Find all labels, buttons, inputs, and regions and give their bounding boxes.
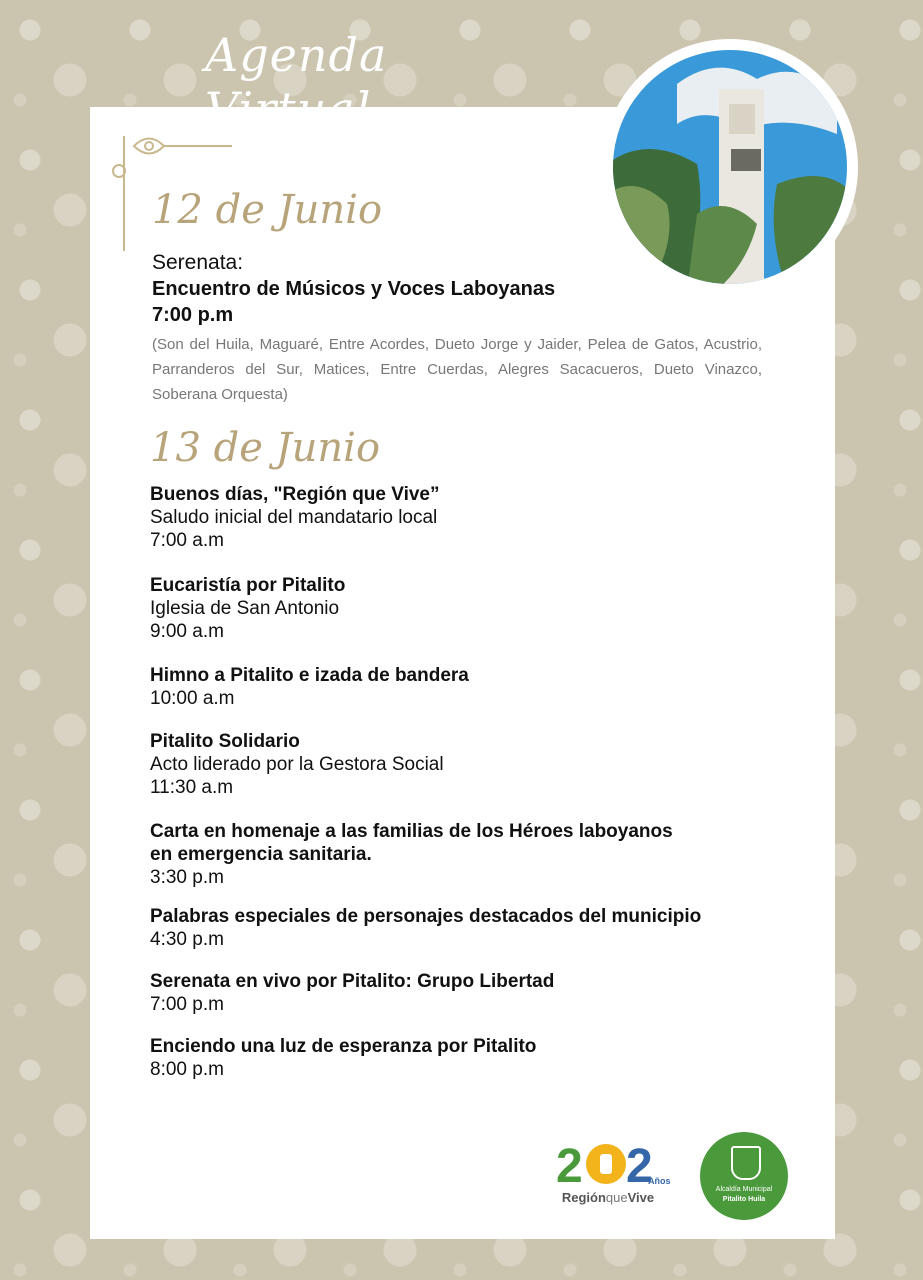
event-description: Iglesia de San Antonio xyxy=(150,598,340,619)
logo-vive: Vive xyxy=(627,1190,655,1205)
date-heading-june-13: 13 de Junio xyxy=(150,425,381,471)
event-time: 7:00 a.m xyxy=(150,530,224,551)
event-title-line2: en emergencia sanitaria. xyxy=(150,844,372,865)
serenata-event xyxy=(152,250,762,407)
event-item xyxy=(150,483,790,552)
event-title: Himno a Pitalito e izada de bandera xyxy=(150,665,469,686)
event-title: Carta en homenaje a las familias de los Héroes laboyanos xyxy=(150,821,673,842)
event-time: 7:00 p.m xyxy=(152,304,234,326)
event-time: 3:30 p.m xyxy=(150,867,224,888)
event-title: Encuentro de Músicos y Voces Laboyanas xyxy=(152,278,556,300)
event-time: 8:00 p.m xyxy=(150,1059,224,1080)
event-time: 10:00 a.m xyxy=(150,688,235,709)
event-time: 4:30 p.m xyxy=(150,929,224,950)
event-item xyxy=(150,664,790,710)
event-title: Buenos días, "Región que Vive” xyxy=(150,484,440,505)
event-time: 11:30 a.m xyxy=(150,777,234,798)
event-item xyxy=(150,1035,790,1081)
alcaldia-line1: Alcaldía Municipal xyxy=(715,1186,773,1193)
event-description: Saludo inicial del mandatario local xyxy=(150,507,438,528)
alcaldia-line2: Pitalito Huila xyxy=(722,1196,766,1203)
event-item xyxy=(150,970,790,1016)
logo-region: Región xyxy=(561,1190,606,1205)
event-item xyxy=(150,820,790,889)
alcaldia-logo xyxy=(700,1132,788,1220)
event-title: Serenata en vivo por Pitalito: Grupo Libertad xyxy=(150,971,555,992)
event-title: Eucaristía por Pitalito xyxy=(150,575,346,596)
event-item xyxy=(150,905,790,951)
event-time: 9:00 a.m xyxy=(150,621,224,642)
event-item xyxy=(150,574,790,643)
svg-text:2: 2 xyxy=(556,1140,583,1188)
years-label: Años xyxy=(648,1176,671,1186)
event-title: Pitalito Solidario xyxy=(150,731,300,752)
event-item xyxy=(150,730,790,799)
event-participants-note: (Son del Huila, Maguaré, Entre Acordes, Dueto Jorge y Jaider, Pelea de Gatos, Acustrio, Parranderos del Sur, Matices, Entre Cuerdas, Alegres Sacacueros, Dueto Vinazco, Soberana Orquesta) xyxy=(152,336,762,403)
page-title: Agenda xyxy=(205,28,388,82)
event-description: Acto liderado por la Gestora Social xyxy=(150,754,444,775)
svg-text:2: 2 xyxy=(626,1140,653,1188)
logo-que: que xyxy=(605,1190,628,1205)
event-title: Palabras especiales de personajes destacados del municipio xyxy=(150,906,702,927)
region-que-vive-logo xyxy=(548,1136,671,1211)
event-time: 7:00 p.m xyxy=(150,994,224,1015)
date-heading-june-12: 12 de Junio xyxy=(152,187,383,233)
crest-icon xyxy=(731,1146,761,1180)
event-label: Serenata: xyxy=(152,251,244,274)
event-title: Enciendo una luz de esperanza por Pitalito xyxy=(150,1036,537,1057)
